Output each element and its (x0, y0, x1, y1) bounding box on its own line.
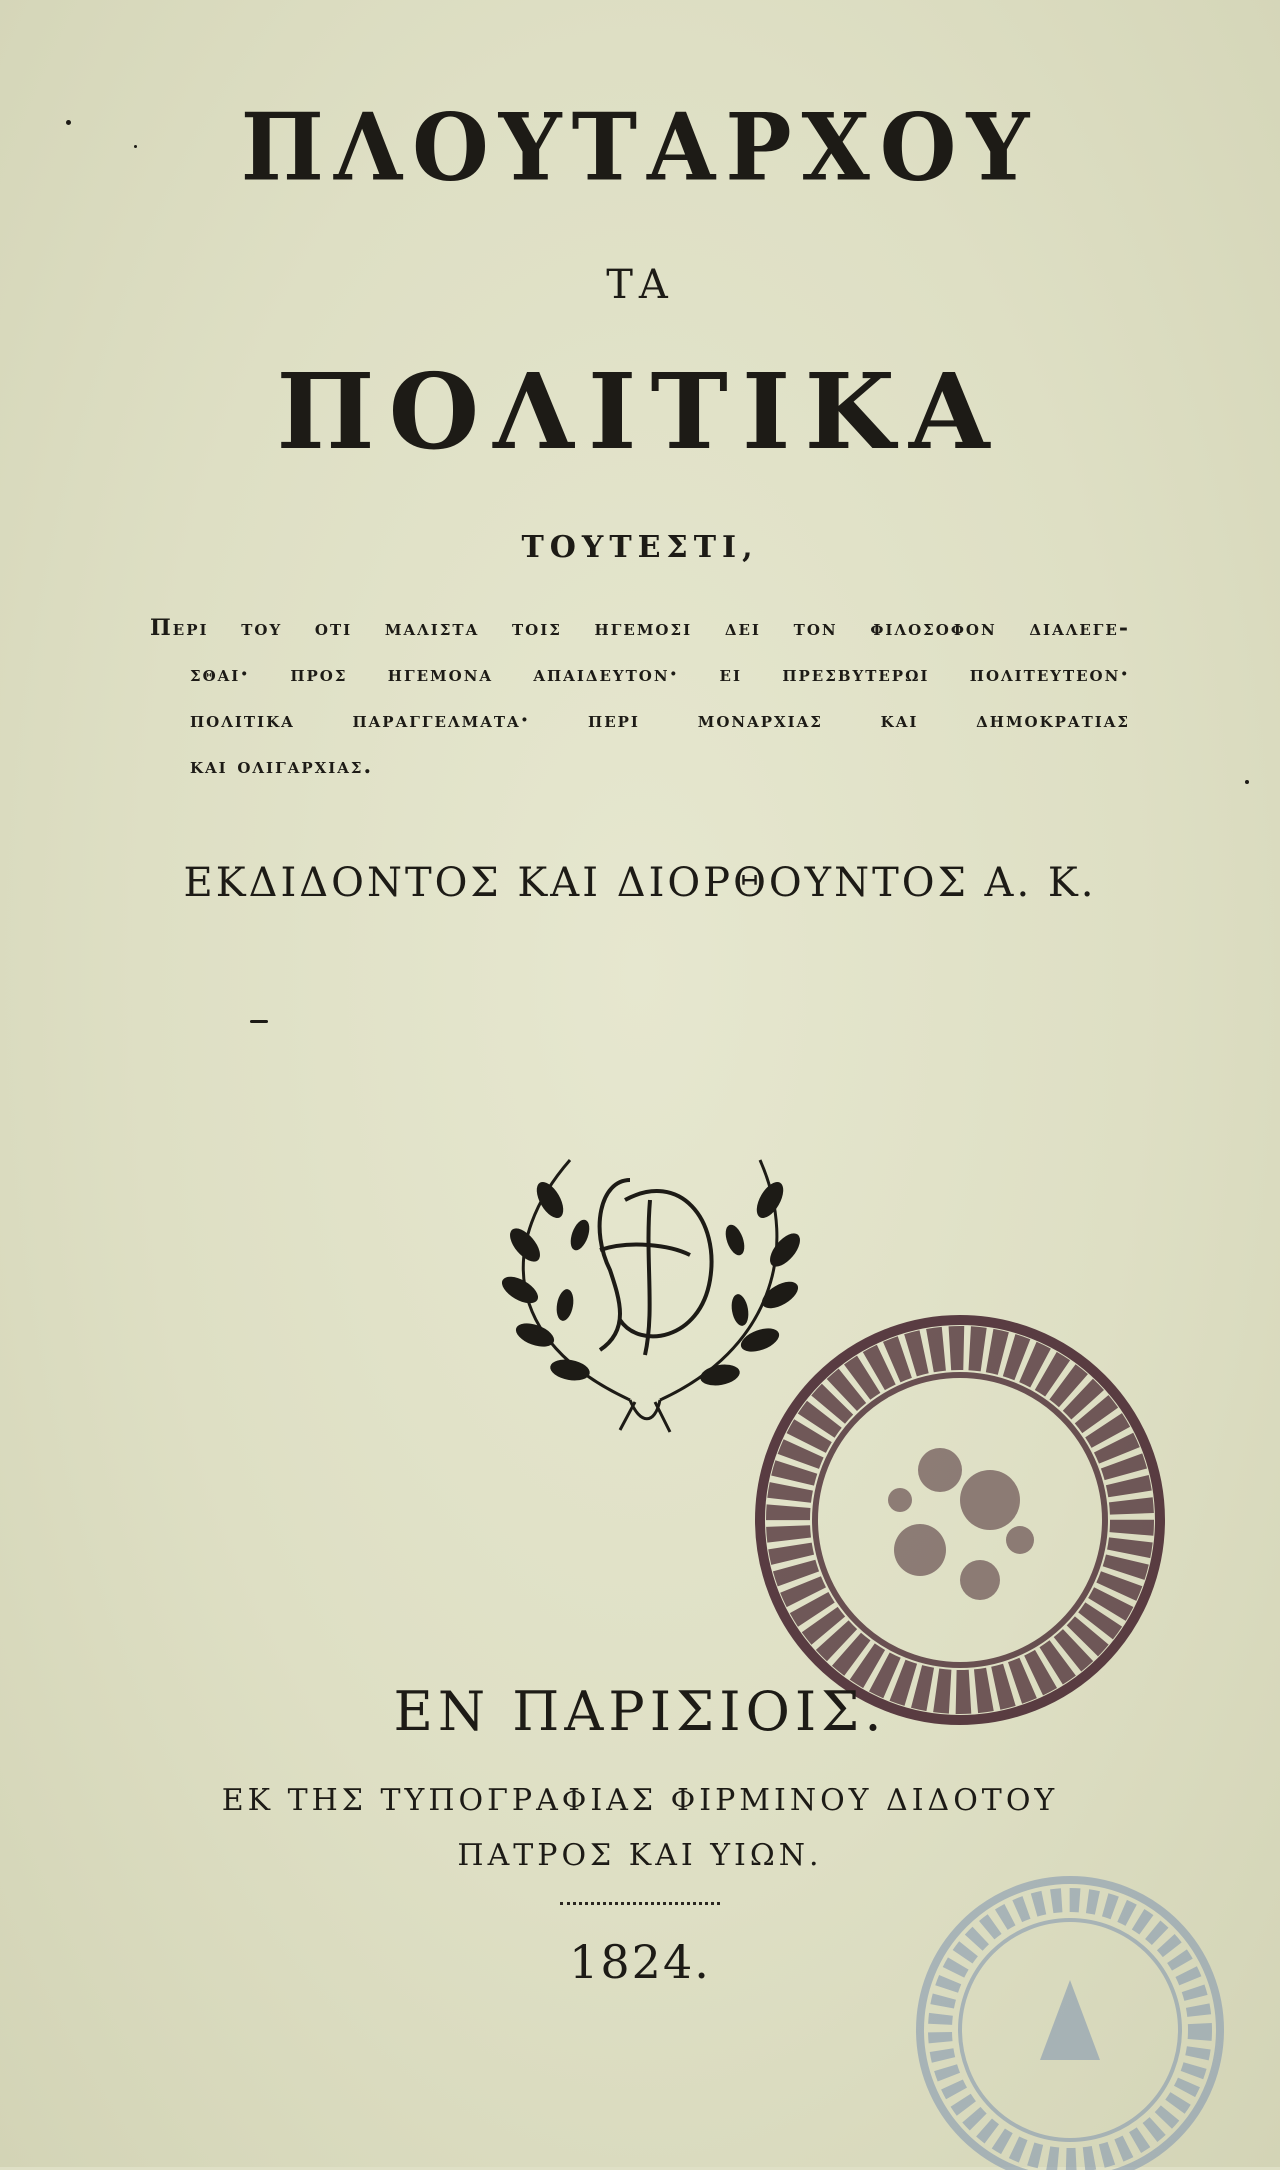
contents-line: και ολιγαρχιας. (190, 753, 374, 779)
work-title: ΠΟΛΙΤΙΚΑ (276, 350, 1004, 473)
article-word: ΤΑ (606, 262, 674, 308)
place-of-publication: ΕΝ ΠΑΡΙΣΙΟΙΣ. (393, 1680, 887, 1743)
printer-line-1: ΕΚ ΤΗΣ ΤΥΠΟΓΡΑΦΙΑΣ ΦΙΡΜΙΝΟΥ ΔΙΔΟΤΟΥ (221, 1783, 1059, 1818)
printer-line-2: ΠΑΤΡΟΣ ΚΑΙ ΥΙΩΝ. (457, 1838, 823, 1873)
author-name: ΠΛΟΥΤΑΡΧΟΥ (240, 92, 1040, 202)
publication-year: 1824. (569, 1935, 711, 1989)
ink-speck (250, 1020, 268, 1023)
round-library-seal-icon (740, 1300, 1180, 1740)
editor-line: ΕΚΔΙΔΟΝΤΟΣ ΚΑΙ ΔΙΟΡΘΟΥΝΤΟΣ Α. Κ. (183, 860, 1097, 906)
faded-blue-seal-icon (870, 1830, 1270, 2170)
ink-speck (134, 145, 137, 148)
dotted-rule (560, 1902, 720, 1911)
contents-list (150, 605, 1130, 789)
contents-line: σθαι· προς ηγεμονα απαιδευτον· ει πρεσβυτερωι πολιτευτεον· (190, 661, 1130, 687)
that-is-label: ΤΟΥΤΕΣΤΙ, (521, 530, 759, 565)
ink-speck (1245, 780, 1249, 784)
contents-line: πολιτικα παραγγελματα· περι μοναρχιας και δημοκρατιας (190, 707, 1130, 733)
ink-speck (66, 120, 71, 125)
contents-line: Περι του οτι μαλιστα τοις ηγεμοσι δει τον φιλοσοφον διαλεγε- (150, 615, 1130, 641)
